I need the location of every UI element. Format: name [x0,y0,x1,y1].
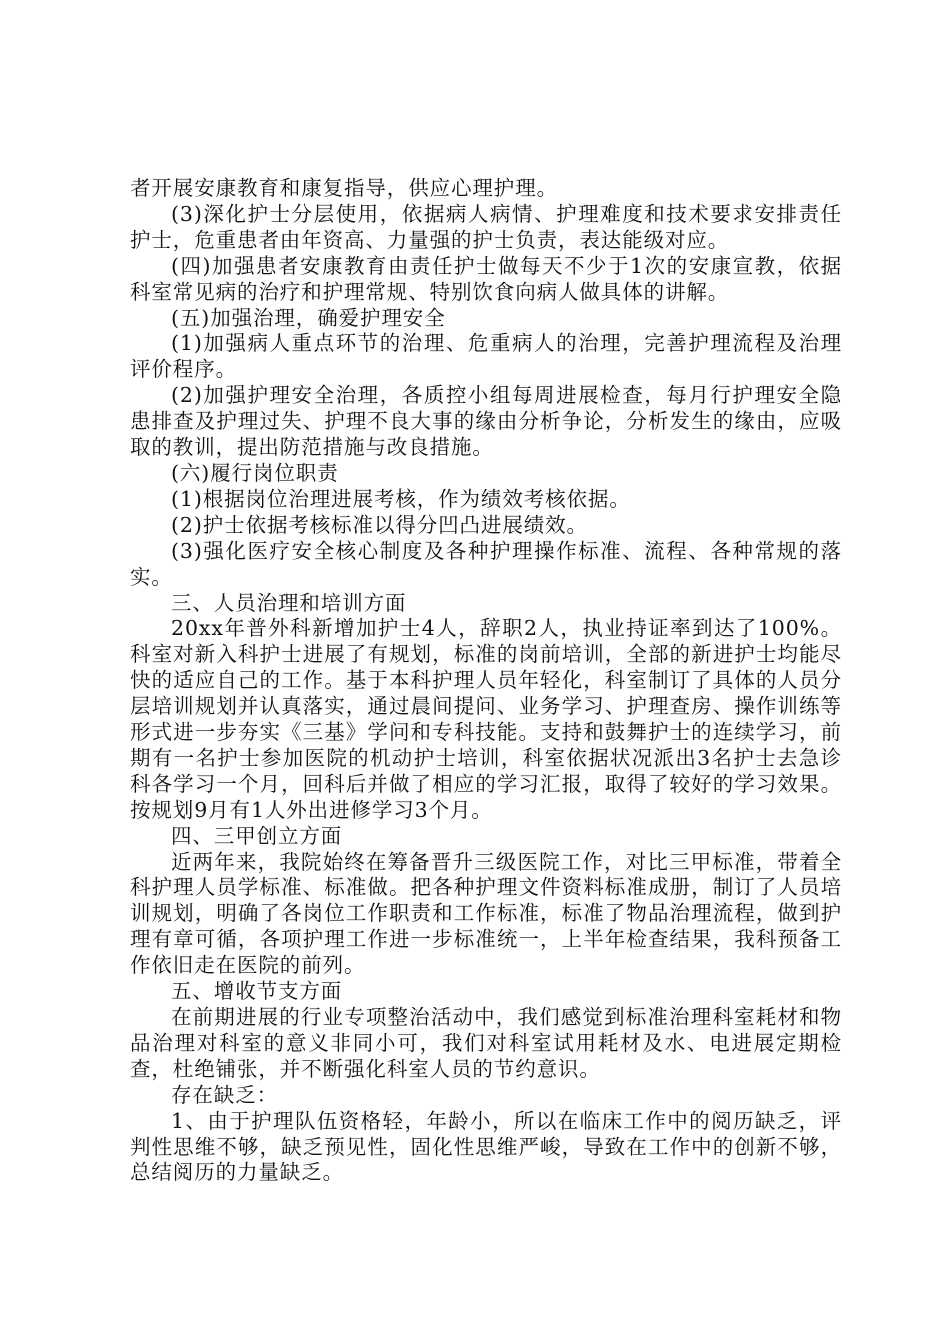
paragraph-continuation: 者开展安康教育和康复指导，供应心理护理。 [130,176,558,200]
paragraph-item-1-key-links: (1)加强病人重点环节的治理、危重病人的治理，完善护理流程及治理评价程序。 [130,331,842,382]
paragraph-section-4-health-education: (四)加强患者安康教育由责任护士做每天不少于1次的安康宣教，依据科室常见病的治疗和护理常规、特别饮食向病人做具体的讲解。 [130,253,842,304]
paragraph-grade-a-creation: 近两年来，我院始终在筹备晋升三级医院工作，对比三甲标准，带着全科护理人员学标准、标准做。把各种护理文件资料标准成册，制订了人员培训规划，明确了各岗位工作职责和工作标准，标准了物品治理流程，做到护理有章可循，各项护理工作进一步标准统一，上半年检查结果，我科预备工作依旧走在医院的前列。 [130,849,842,978]
heading-grade-a-creation: 四、三甲创立方面 [171,823,343,848]
heading-section-6-duties: (六)履行岗位职责 [171,460,339,485]
paragraph-item-1-assessment: (1)根据岗位治理进展考核，作为绩效考核依据。 [171,486,631,511]
paragraph-item-2-safety-management: (2)加强护理安全治理，各质控小组每周进展检查，每月行护理安全隐患排查及护理过失、护理不良大事的缘由分析争论，分析发生的缘由，应吸取的教训，提出防范措施与改良措施。 [130,383,842,460]
paragraph-personnel-training: 20xx年普外科新增加护士4人，辞职2人，执业持证率到达了100%。科室对新入科护士进展了有规划，标准的岗前培训，全部的新进护士均能尽快的适应自己的工作。基于本科护理人员年轻化，科室制订了具体的人员分层培训规划并认真落实，通过晨间提问、业务学习、护理查房、操作训练等形式进一步夯实《三基》学问和专科技能。支持和鼓舞护士的连续学习，前期有一名护士参加医院的机动护士培训，科室依据状况派出3名护士去急诊科各学习一个月，回科后并做了相应的学习汇报，取得了较好的学习效果。按规划9月有1人外出进修学习3个月。 [130,616,842,822]
heading-shortcomings: 存在缺乏： [171,1082,278,1107]
document-body [130,176,842,1186]
heading-personnel-training: 三、人员治理和培训方面 [171,590,407,615]
heading-cost-saving: 五、增收节支方面 [171,979,343,1004]
paragraph-item-3-tiered-use: (3)深化护士分层使用，依据病人病情、护理难度和技术要求安排责任护士，危重患者由年资高、力量强的护士负责，表达能级对应。 [130,201,842,252]
paragraph-item-3-core-system: (3)强化医疗安全核心制度及各种护理操作标准、流程、各种常规的落实。 [130,538,842,589]
heading-section-5-safety: (五)加强治理，确爱护理安全 [171,305,446,330]
paragraph-cost-saving: 在前期进展的行业专项整治活动中，我们感觉到标准治理科室耗材和物品治理对科室的意义非同小可，我们对科室试用耗材及水、电进展定期检查，杜绝铺张，并不断强化科室人员的节约意识。 [130,1005,842,1081]
paragraph-item-2-performance: (2)护士依据考核标准以得分凹凸进展绩效。 [171,512,588,537]
paragraph-shortcoming-1: 1、由于护理队伍资格轻，年龄小，所以在临床工作中的阅历缺乏，评判性思维不够，缺乏预见性，固化性思维严峻，导致在工作中的创新不够，总结阅历的力量缺乏。 [130,1108,842,1185]
